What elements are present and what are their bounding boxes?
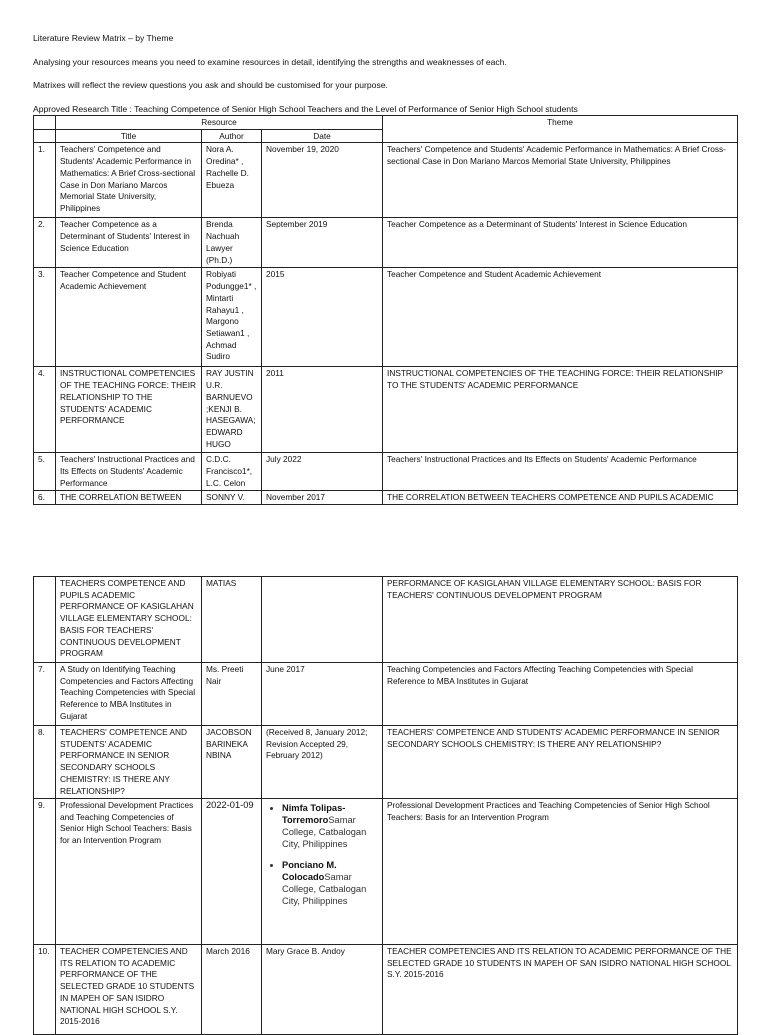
research-title: Approved Research Title : Teaching Competence of Senior High School Teachers and the Level of Performance of Senior High School students [33,103,578,114]
table-row [34,218,738,268]
row-number [34,577,56,663]
author-name: Ponciano M. Colocado [282,860,337,882]
row-date: (Received 8, January 2012; Revision Accepted 29, February 2012) [262,726,383,799]
row-number: 1. [34,143,56,218]
review-matrix-table-1 [33,115,738,505]
table-row [34,491,738,505]
table-row [34,367,738,453]
row-date: June 2017 [262,663,383,726]
row-title: TEACHER COMPETENCIES AND ITS RELATION TO ACADEMIC PERFORMANCE OF THE SELECTED GRADE 10 STUDENTS IN MAPEH OF SAN ISIDRO NATIONAL HIGH SCHOOL S.Y. 2015-2016 [56,945,202,1035]
row-number: 5. [34,453,56,491]
resource-header: Resource [56,116,383,130]
table-row [34,726,738,799]
row-date: November 2017 [262,491,383,505]
row-author: Ms. Preeti Nair [202,663,262,726]
row-theme: TEACHERS' COMPETENCE AND STUDENTS' ACADEMIC PERFORMANCE IN SENIOR SECONDARY SCHOOLS CHEMISTRY: IS THERE ANY RELATIONSHIP? [383,726,738,799]
row-date [262,799,383,945]
row-title: Teacher Competence and Student Academic Achievement [56,268,202,367]
row-title: Teacher Competence as a Determinant of Students' Interest in Science Education [56,218,202,268]
author-list [266,800,378,907]
row-title: Teachers' Competence and Students' Academic Performance in Mathematics: A Brief Cross-sectional Case in Don Mariano Marcos Memorial State University, Philippines [56,143,202,218]
row-theme: INSTRUCTIONAL COMPETENCIES OF THE TEACHING FORCE: THEIR RELATIONSHIP TO THE STUDENTS' ACADEMIC PERFORMANCE [383,367,738,453]
row-theme: Teachers' Competence and Students' Academic Performance in Mathematics: A Brief Cross-sectional Case in Don Mariano Marcos Memorial State University, Philippines [383,143,738,218]
row-theme: Teacher Competence as a Determinant of Students' Interest in Science Education [383,218,738,268]
row-number: 8. [34,726,56,799]
row-number: 4. [34,367,56,453]
row-date: Mary Grace B. Andoy [262,945,383,1035]
row-number: 10. [34,945,56,1035]
author-header: Author [202,129,262,143]
table-row [34,945,738,1035]
row-author: Robiyati Podungge1* , Mintarti Rahayu1 , Margono Setiawan1 , Achmad Sudiro [202,268,262,367]
row-number: 7. [34,663,56,726]
row-author: March 2016 [202,945,262,1035]
row-number: 2. [34,218,56,268]
table-row [34,453,738,491]
row-author: Nora A. Oredina* , Rachelle D. Ebueza [202,143,262,218]
author-affiliation: Samar College, Catbalogan City, Philippines [282,872,367,906]
row-number: 3. [34,268,56,367]
row-date: 2011 [262,367,383,453]
row-title: INSTRUCTIONAL COMPETENCIES OF THE TEACHING FORCE: THEIR RELATIONSHIP TO THE STUDENTS' ACADEMIC PERFORMANCE [56,367,202,453]
row-author: SONNY V. [202,491,262,505]
author-name: Nimfa Tolipas-Torremoro [282,803,346,825]
row-theme: Professional Development Practices and Teaching Competencies of Senior High School Teachers: Basis for an Intervention Program [383,799,738,945]
row-author: RAY JUSTIN U.R. BARNUEVO ;KENJI B. HASEGAWA; EDWARD HUGO [202,367,262,453]
author-list-item [282,859,378,907]
theme-header: Theme [383,116,738,143]
row-title: TEACHERS' COMPETENCE AND STUDENTS' ACADEMIC PERFORMANCE IN SENIOR SECONDARY SCHOOLS CHEMISTRY: IS THERE ANY RELATIONSHIP? [56,726,202,799]
review-matrix-table-2 [33,576,738,1035]
row-date: November 19, 2020 [262,143,383,218]
row-date: July 2022 [262,453,383,491]
intro-block [33,33,743,127]
table-row [34,143,738,218]
row-title: A Study on Identifying Teaching Competencies and Factors Affecting Teaching Competencies with Special Reference to MBA Institutes in Gujarat [56,663,202,726]
row-number: 6. [34,491,56,505]
row-author: MATIAS [202,577,262,663]
document-title: Literature Review Matrix – by Theme [33,33,174,43]
date-header: Date [262,129,383,143]
row-author: C.D.C. Francisco1*, L.C. Celon [202,453,262,491]
row-theme: PERFORMANCE OF KASIGLAHAN VILLAGE ELEMENTARY SCHOOL: BASIS FOR TEACHERS' CONTINUOUS DEVELOPMENT PROGRAM [383,577,738,663]
row-author: JACOBSON BARINEKA NBINA [202,726,262,799]
title-header: Title [56,129,202,143]
row-author: 2022-01-09 [202,799,262,945]
num-subheader [34,129,56,143]
table-row [34,663,738,726]
row-date: September 2019 [262,218,383,268]
row-title: Professional Development Practices and Teaching Competencies of Senior High School Teachers: Basis for an Intervention Program [56,799,202,945]
intro-line-2: Matrixes will reflect the review questions you ask and should be customised for your purpose. [33,80,388,90]
row-theme: Teacher Competence and Student Academic Achievement [383,268,738,367]
row-number: 9. [34,799,56,945]
row-theme: TEACHER COMPETENCIES AND ITS RELATION TO ACADEMIC PERFORMANCE OF THE SELECTED GRADE 10 STUDENTS IN MAPEH OF SAN ISIDRO NATIONAL HIGH SCHOOL S.Y. 2015-2016 [383,945,738,1035]
row-title: THE CORRELATION BETWEEN [56,491,202,505]
row-title: TEACHERS COMPETENCE AND PUPILS ACADEMIC PERFORMANCE OF KASIGLAHAN VILLAGE ELEMENTARY SCHOOL: BASIS FOR TEACHERS' CONTINUOUS DEVELOPMENT PROGRAM [56,577,202,663]
author-list-item [282,802,378,850]
row-date [262,577,383,663]
row-date: 2015 [262,268,383,367]
table-row [34,577,738,663]
intro-line-1: Analysing your resources means you need to examine resources in detail, identifying the strengths and weaknesses of each. [33,56,507,67]
row-theme: Teaching Competencies and Factors Affecting Teaching Competencies with Special Reference to MBA Institutes in Gujarat [383,663,738,726]
author-affiliation: Samar College, Catbalogan City, Philippines [282,815,367,849]
row-title: Teachers' Instructional Practices and Its Effects on Students' Academic Performance [56,453,202,491]
table-row [34,268,738,367]
row-author: Brenda Nachuah Lawyer (Ph.D.) [202,218,262,268]
row-theme: THE CORRELATION BETWEEN TEACHERS COMPETENCE AND PUPILS ACADEMIC [383,491,738,505]
num-header [34,116,56,130]
row-theme: Teachers' Instructional Practices and Its Effects on Students' Academic Performance [383,453,738,491]
table-row [34,799,738,945]
